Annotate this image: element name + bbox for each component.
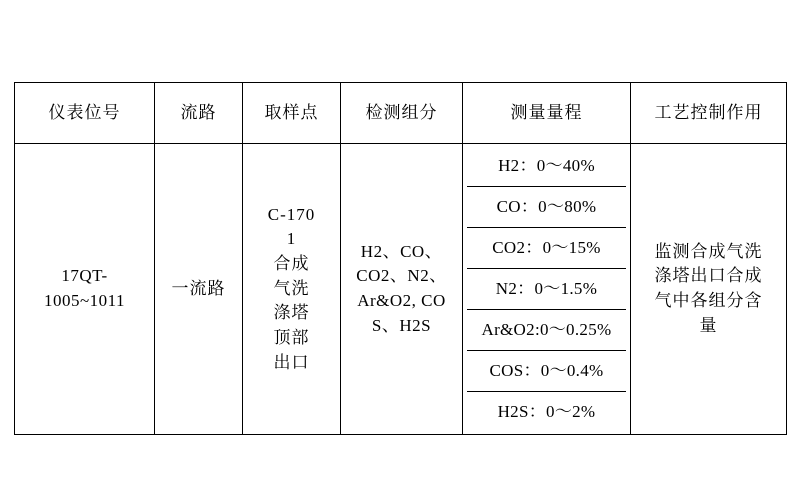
components-line-1: H2、CO、 (360, 241, 443, 261)
sampling-point-line-5: 涤塔 (273, 303, 310, 323)
header-sampling-point: 取样点 (243, 83, 341, 144)
range-item: Ar&O2:0～0.25% (467, 310, 626, 351)
range-item: CO：0～80% (467, 187, 626, 228)
table-row (15, 144, 787, 435)
components-line-3: Ar&O2, CO (357, 291, 446, 310)
instrument-tag-line-2: 1005~1011 (43, 291, 126, 310)
range-item: H2：0～40% (467, 146, 626, 187)
cell-measuring-range (463, 144, 631, 435)
control-function-line-4: 量 (699, 315, 718, 335)
header-flow-path: 流路 (155, 83, 243, 144)
sampling-point-line-4: 气洗 (273, 278, 310, 298)
gas-analyzer-spec-table (14, 82, 787, 435)
control-function-line-1: 监测合成气洗 (654, 241, 763, 261)
control-function-line-3: 气中各组分含 (654, 291, 763, 310)
range-item: N2：0～1.5% (467, 269, 626, 310)
header-process-control-function: 工艺控制作用 (631, 83, 787, 144)
cell-process-control-function (631, 144, 787, 435)
sampling-point-line-3: 合成 (273, 254, 310, 274)
header-detected-components: 检测组分 (341, 83, 463, 144)
range-item: COS：0～0.4% (467, 351, 626, 392)
cell-detected-components (341, 144, 463, 435)
header-measuring-range: 测量量程 (463, 83, 631, 144)
control-function-line-2: 涤塔出口合成 (654, 266, 763, 286)
cell-instrument-tag (15, 144, 155, 435)
sampling-point-line-7: 出口 (273, 352, 310, 372)
measuring-range-list (467, 146, 626, 432)
components-line-4: S、H2S (371, 315, 432, 335)
cell-flow-path: 一流路 (155, 144, 243, 435)
sampling-point-line-1: C-170 (267, 204, 316, 224)
range-item: CO2：0～15% (467, 228, 626, 269)
table-header-row (15, 83, 787, 144)
components-line-2: CO2、N2、 (356, 266, 447, 286)
cell-sampling-point (243, 144, 341, 435)
instrument-tag-line-1: 17QT- (61, 266, 108, 286)
header-instrument-tag: 仪表位号 (15, 83, 155, 144)
sampling-point-line-2: 1 (286, 229, 297, 249)
sampling-point-line-6: 顶部 (273, 327, 310, 347)
range-item: H2S：0～2% (497, 402, 596, 422)
spec-table-container (14, 82, 786, 435)
